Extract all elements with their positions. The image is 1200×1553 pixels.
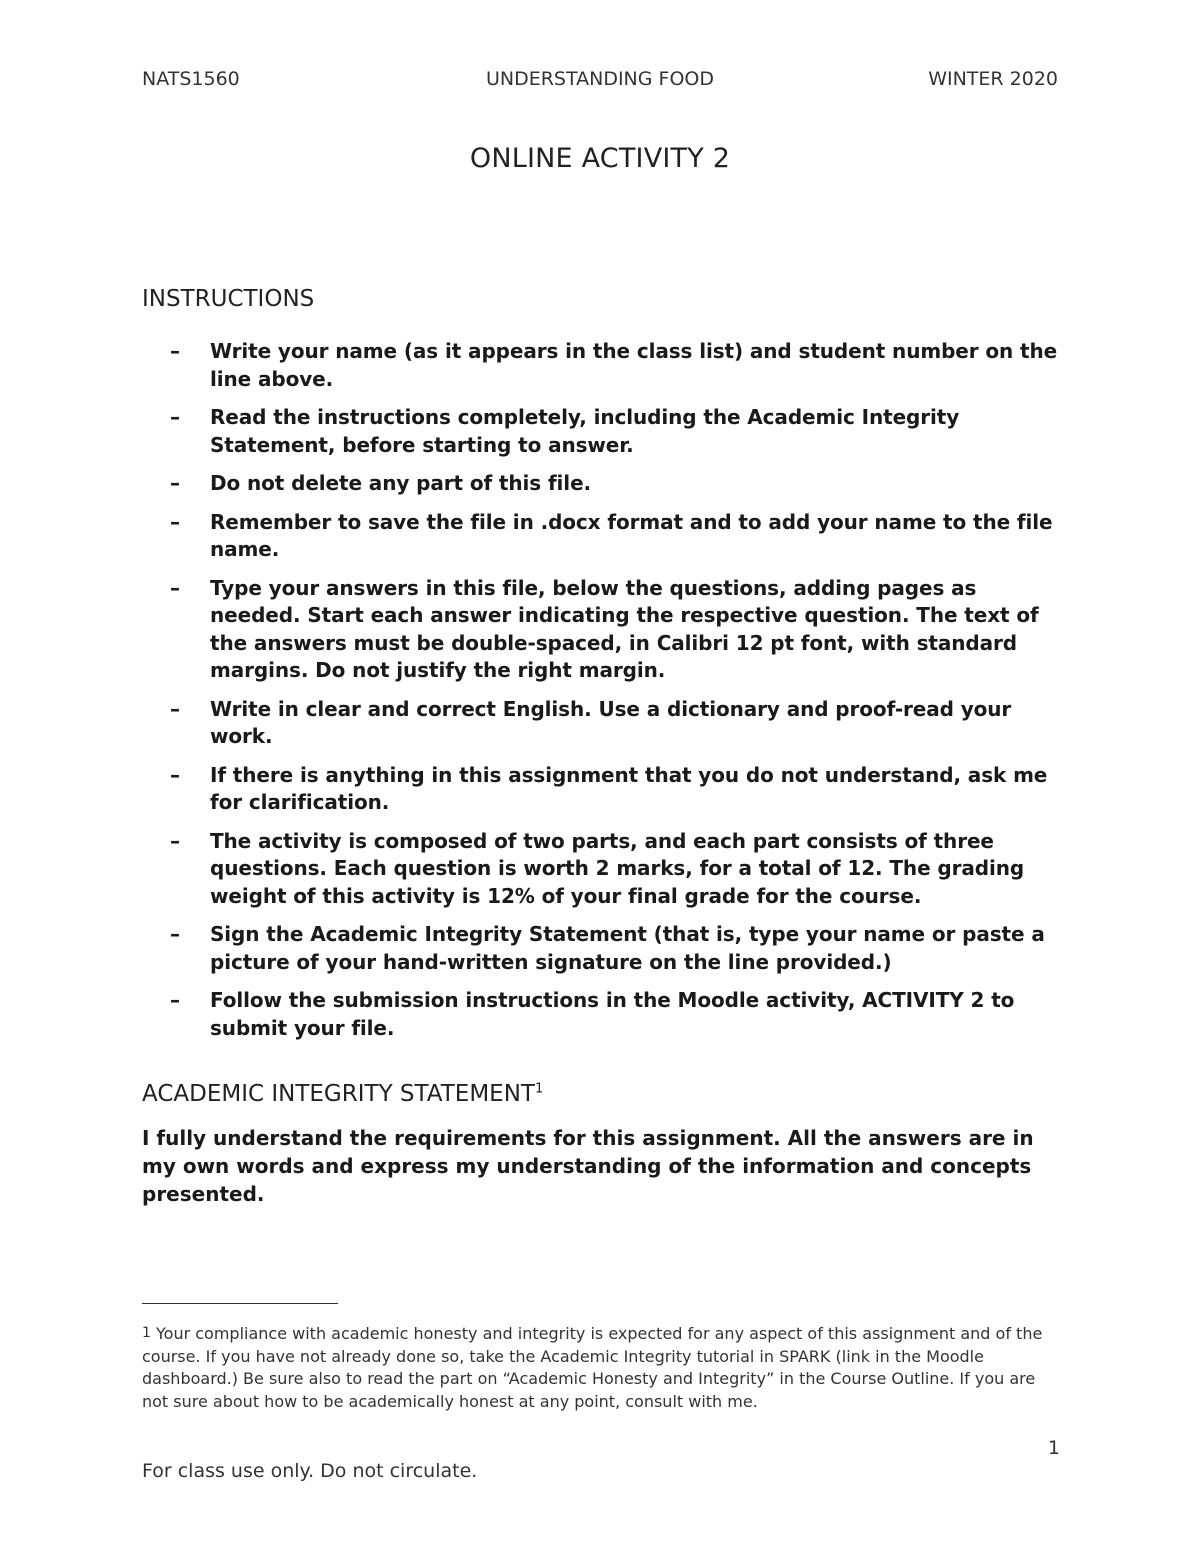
instruction-text: Type your answers in this file, below the questions, adding pages as needed. Start each answer indicating the respective question. The text of the answers must be double-spaced, in Calibri 12 pt font, with standard margins. Do not justify the right margin. — [210, 575, 1039, 682]
dash-bullet-icon: – — [170, 575, 180, 600]
page-number: 1 — [1047, 1437, 1060, 1459]
dash-bullet-icon: – — [170, 762, 180, 787]
footer-note: For class use only. Do not circulate. — [142, 1460, 478, 1482]
dash-bullet-icon: – — [170, 471, 180, 495]
dash-bullet-icon: – — [170, 405, 180, 429]
instruction-item — [170, 470, 1070, 498]
dash-bullet-icon: – — [170, 922, 180, 946]
header-course-name: UNDERSTANDING FOOD — [485, 68, 715, 90]
instruction-text: Follow the submission instructions in the Moodle activity, ACTIVITY 2 to submit your file. — [210, 988, 1015, 1040]
instruction-text: Write your name (as it appears in the class list) and student number on the line above. — [210, 339, 1058, 391]
instruction-text: Remember to save the file in .docx format and to add your name to the file name. — [210, 509, 1053, 561]
instruction-item — [170, 509, 1070, 564]
instruction-item — [170, 828, 1070, 911]
page-header — [142, 68, 1058, 94]
instruction-text: Read the instructions completely, including the Academic Integrity Statement, before starting to answer. — [210, 405, 960, 457]
integrity-statement: I fully understand the requirements for this assignment. All the answers are in my own words and express my understanding of the information and concepts presented. — [142, 1126, 1034, 1206]
integrity-heading — [142, 1081, 543, 1107]
instruction-item — [170, 696, 1070, 751]
footnote-text: Your compliance with academic honesty and integrity is expected for any aspect of this assignment and of the course. If you have not already done so, take the Academic Integrity tutorial in SPARK (link in the Moodle dashboard.) Be sure also to read the part on “Academic Honesty and Integrity” in the Course Outline. If you are not sure about how to be academically honest at any point, consult with me. — [142, 1324, 1043, 1411]
instructions-heading: INSTRUCTIONS — [142, 286, 315, 312]
instruction-item — [170, 921, 1070, 976]
instruction-text: The activity is composed of two parts, and each part consists of three questions. Each question is worth 2 marks, for a total of 12. The grading weight of this activity is 12% of your final grade for the course. — [210, 828, 1025, 908]
dash-bullet-icon: – — [170, 339, 180, 363]
instruction-text: Sign the Academic Integrity Statement (that is, type your name or paste a picture of your hand-written signature on the line provided.) — [210, 922, 1045, 974]
footnote-reference[interactable]: 1 — [534, 1081, 544, 1097]
instruction-text: Do not delete any part of this file. — [210, 471, 592, 495]
footnote-marker: 1 — [142, 1325, 151, 1341]
header-course-code: NATS1560 — [142, 68, 240, 90]
header-term: WINTER 2020 — [928, 68, 1058, 90]
footnote-divider — [142, 1303, 338, 1304]
integrity-heading-text: ACADEMIC INTEGRITY STATEMENT — [142, 1081, 535, 1107]
dash-bullet-icon: – — [170, 988, 180, 1012]
dash-bullet-icon: – — [170, 509, 180, 534]
instruction-item — [170, 575, 1070, 685]
dash-bullet-icon: – — [170, 828, 180, 853]
instruction-item — [170, 987, 1070, 1042]
footnote — [142, 1322, 1062, 1413]
instruction-text: Write in clear and correct English. Use a dictionary and proof-read your work. — [210, 696, 1012, 748]
instruction-item — [170, 338, 1070, 393]
dash-bullet-icon: – — [170, 696, 180, 721]
instruction-item — [170, 404, 1070, 459]
instruction-item — [170, 762, 1070, 817]
instructions-list — [170, 338, 1070, 1053]
instruction-text: If there is anything in this assignment that you do not understand, ask me for clarification. — [210, 762, 1048, 814]
document-title: ONLINE ACTIVITY 2 — [469, 143, 731, 174]
